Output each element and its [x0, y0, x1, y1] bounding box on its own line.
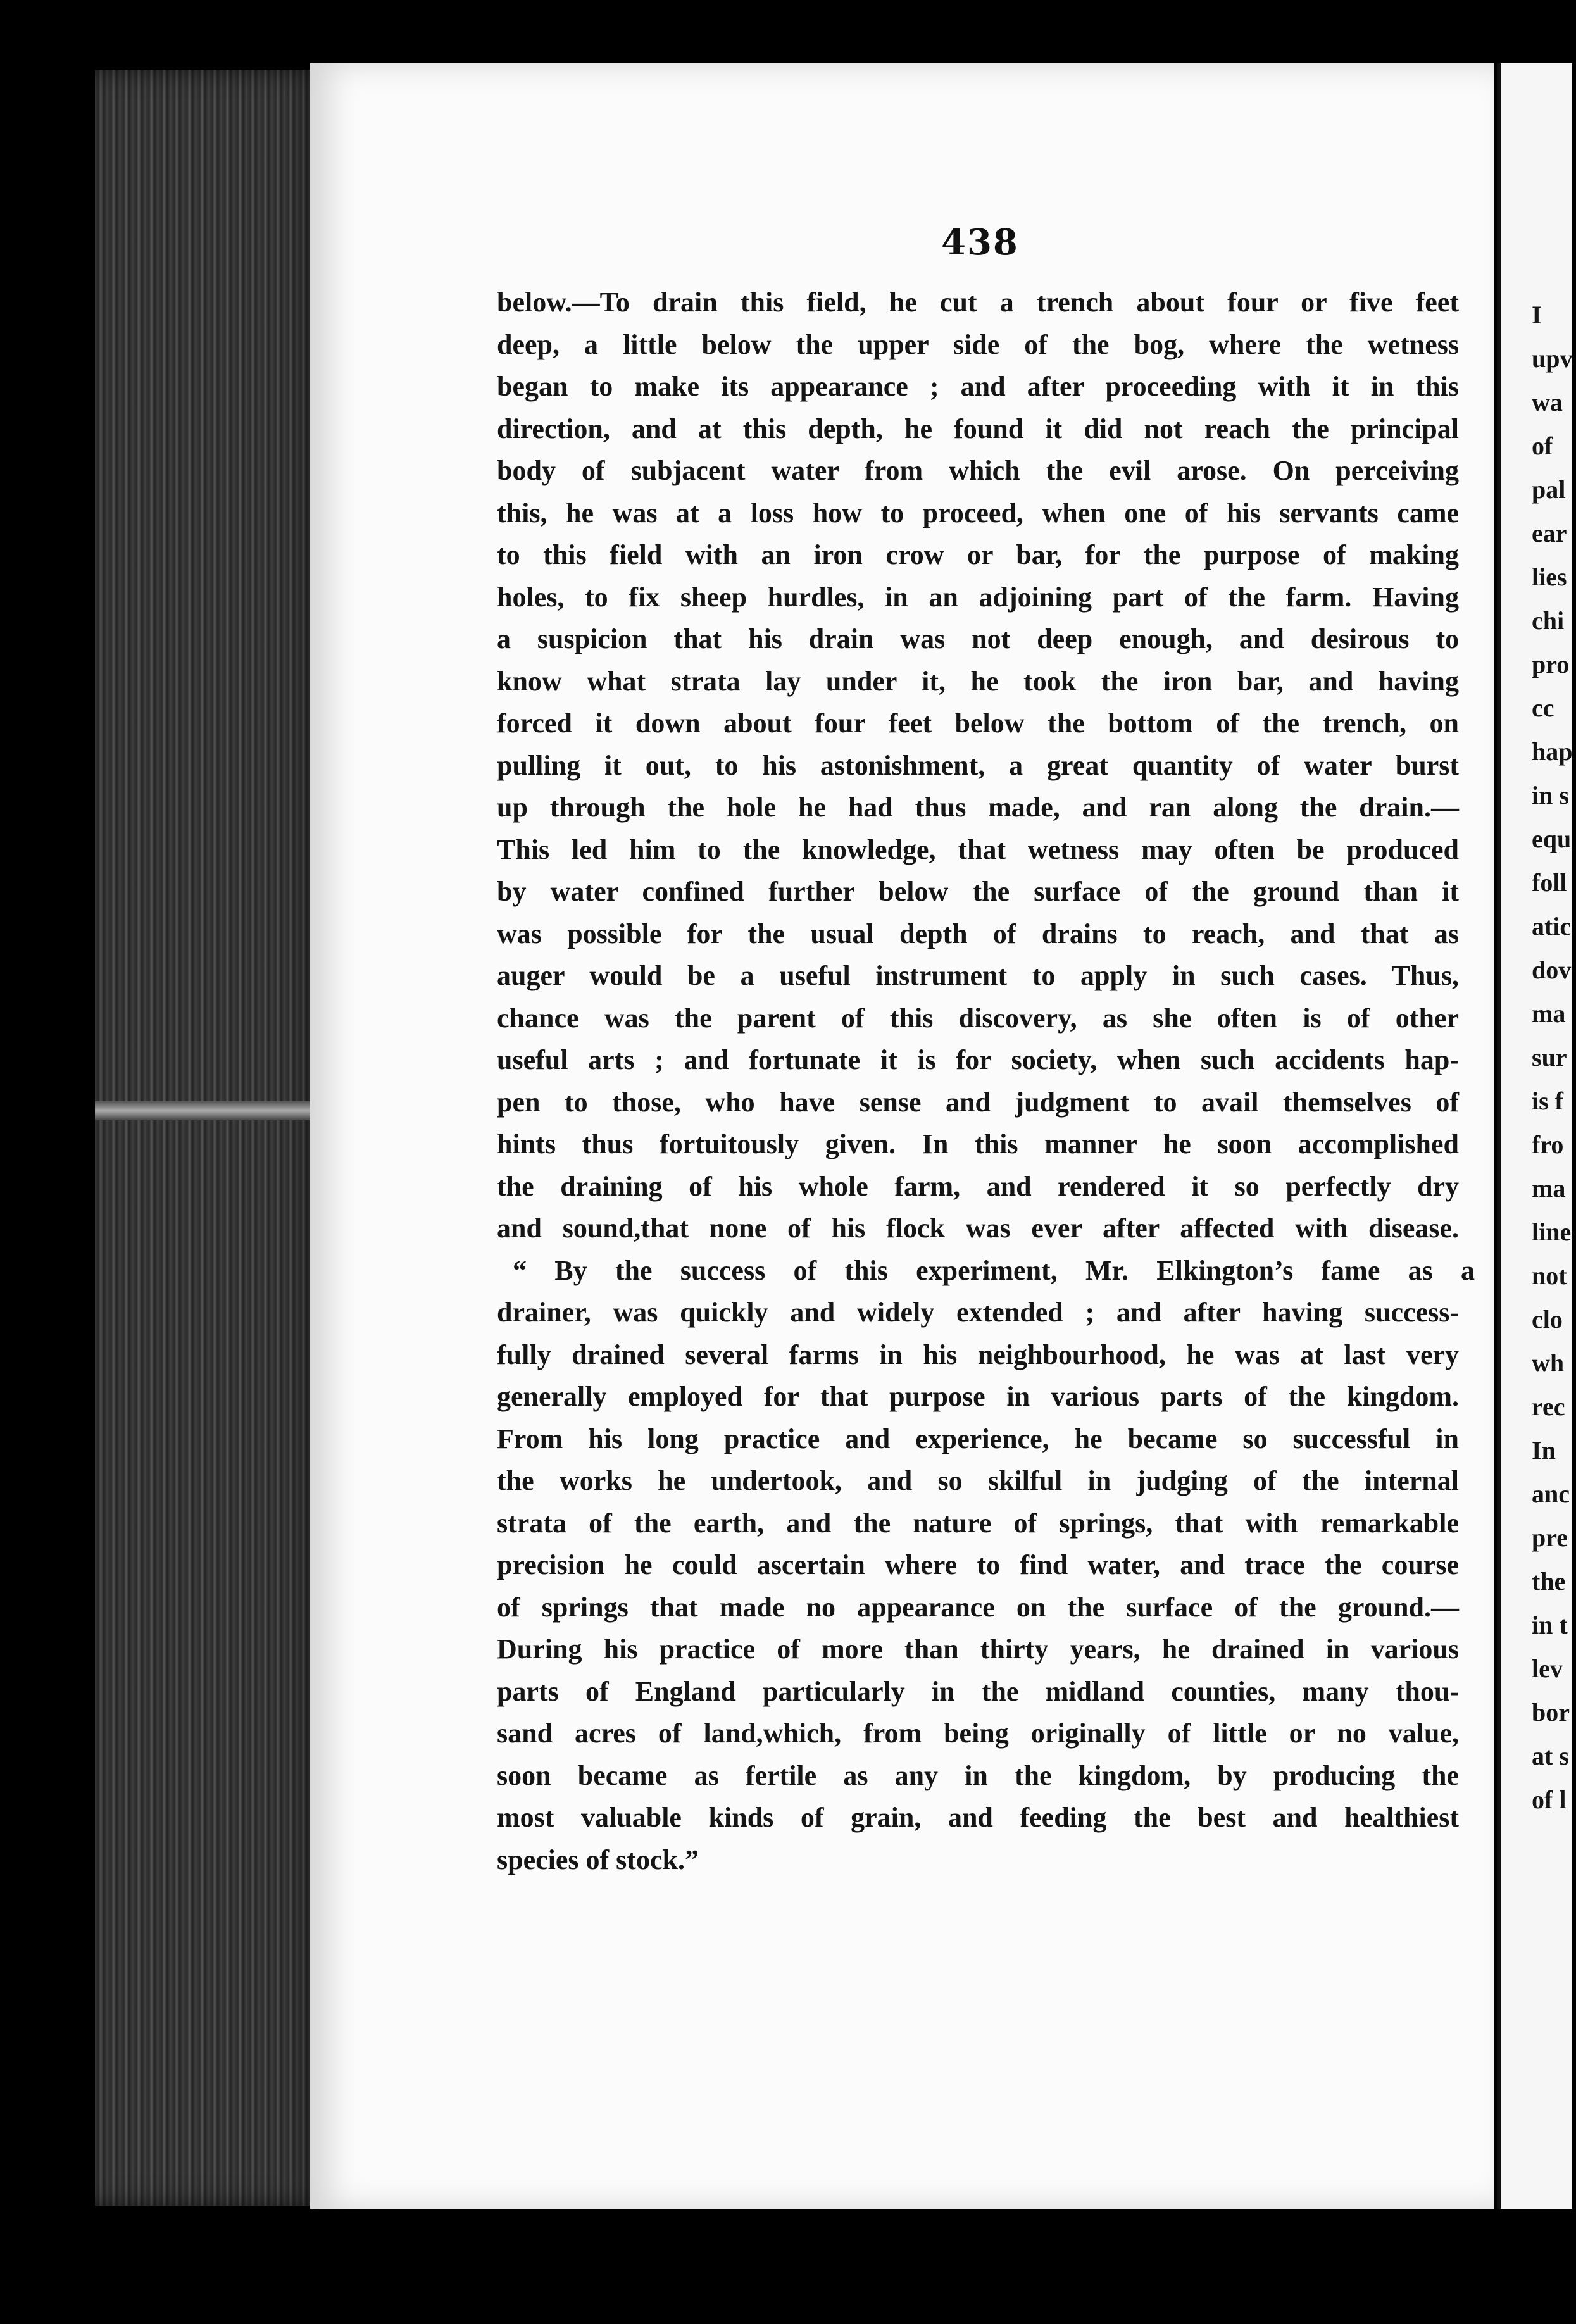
text-line: sand acres of land,which, from being originally of little or no value, [497, 1718, 1459, 1749]
right-page-fragment: line [1532, 1218, 1572, 1246]
text-line: auger would be a useful instrument to apply in such cases. Thus, [497, 960, 1459, 991]
right-page-fragment: rec [1532, 1392, 1565, 1421]
text-line: deep, a little below the upper side of the bog, where the wetness [497, 328, 1459, 360]
right-page-fragment: ma [1532, 999, 1566, 1028]
text-line: From his long practice and experience, he became so successful in [497, 1423, 1459, 1454]
right-page-fragment: of l [1532, 1785, 1567, 1814]
right-page-fragment: lev [1532, 1654, 1563, 1683]
text-line: direction, and at this depth, he found it did not reach the principal [497, 413, 1459, 444]
right-page-fragment: pal [1532, 475, 1566, 504]
right-page-fragment: atic [1532, 912, 1572, 940]
text-line: to this field with an iron crow or bar, for the purpose of making [497, 539, 1459, 570]
right-page-fragment: anc [1532, 1480, 1570, 1508]
text-line: forced it down about four feet below the bottom of the trench, on [497, 708, 1459, 739]
right-page-fragment: In [1532, 1436, 1556, 1465]
text-line: a suspicion that his drain was not deep enough, and desirous to [497, 623, 1459, 654]
right-page-fragment: is f [1532, 1087, 1563, 1115]
text-line: the works he undertook, and so skilful in judging of the internal [497, 1465, 1459, 1496]
book-page-edges [95, 70, 323, 2206]
text-line: the draining of his whole farm, and rendered it so perfectly dry [497, 1170, 1459, 1202]
right-page-fragment: fro [1532, 1130, 1564, 1159]
text-line: below.—To drain this field, he cut a trench about four or five feet [497, 287, 1459, 318]
text-line: fully drained several farms in his neighbourhood, he was at last very [497, 1339, 1459, 1370]
text-line: of springs that made no appearance on the surface of the ground.— [497, 1591, 1459, 1623]
text-line: soon became as fertile as any in the kingdom, by producing the [497, 1759, 1459, 1791]
right-page-fragment: upv [1532, 344, 1573, 373]
right-page-fragment: pro [1532, 650, 1570, 678]
right-page-fragment: chi [1532, 606, 1565, 635]
text-line: species of stock.” [497, 1844, 699, 1875]
text-line: hints thus fortuitously given. In this manner he soon accomplished [497, 1128, 1459, 1159]
right-page-fragment: hap [1532, 737, 1573, 766]
right-page-fragment: at s [1532, 1742, 1569, 1770]
right-page-fragment: not [1532, 1261, 1567, 1290]
text-line: body of subjacent water from which the evil arose. On perceiving [497, 455, 1459, 486]
text-line: know what strata lay under it, he took the iron bar, and having [497, 665, 1459, 697]
text-line: precision he could ascertain where to find water, and trace the course [497, 1549, 1459, 1580]
right-page-fragment: bor [1532, 1698, 1570, 1727]
text-line: parts of England particularly in the midland counties, many thou- [497, 1675, 1459, 1707]
right-page-fragment: in t [1532, 1611, 1568, 1639]
text-line: this, he was at a loss how to proceed, when one of his servants came [497, 497, 1459, 528]
text-line: “ By the success of this experiment, Mr. Elkington’s fame as a [513, 1254, 1475, 1286]
text-line: holes, to fix sheep hurdles, in an adjoining part of the farm. Having [497, 581, 1459, 613]
right-page-fragment: ear [1532, 519, 1567, 547]
right-page-fragment: wa [1532, 388, 1563, 416]
right-page-fragment: clo [1532, 1305, 1563, 1334]
right-page-fragment: I [1532, 301, 1542, 329]
right-page-fragment: dov [1532, 956, 1572, 984]
text-line: pen to those, who have sense and judgment to avail themselves of [497, 1086, 1459, 1118]
text-line: drainer, was quickly and widely extended ; and after having success- [497, 1297, 1459, 1328]
right-page-fragment: of [1532, 432, 1553, 460]
right-page-fragment: foll [1532, 868, 1567, 897]
right-page-fragment: in s [1532, 781, 1569, 809]
right-page-fragment: equ [1532, 825, 1572, 853]
book-edge-crease [95, 1101, 323, 1120]
page-number: 438 [941, 222, 1019, 263]
text-line: was possible for the usual depth of drains to reach, and that as [497, 918, 1459, 949]
right-page-fragment: ma [1532, 1174, 1566, 1203]
right-page-fragment: sur [1532, 1043, 1567, 1071]
text-line: useful arts ; and fortunate it is for society, when such accidents hap- [497, 1044, 1459, 1075]
text-line: strata of the earth, and the nature of springs, that with remarkable [497, 1507, 1459, 1539]
text-line: This led him to the knowledge, that wetness may often be produced [497, 834, 1459, 865]
right-page-fragment: pre [1532, 1523, 1568, 1552]
text-line: and sound,that none of his flock was ever after affected with disease. [497, 1213, 1459, 1244]
text-line: pulling it out, to his astonishment, a great quantity of water burst [497, 749, 1459, 781]
right-page-fragment: lies [1532, 563, 1567, 591]
right-page-fragment: cc [1532, 694, 1554, 722]
text-line: During his practice of more than thirty years, he drained in various [497, 1634, 1459, 1665]
right-page-fragment: the [1532, 1567, 1566, 1596]
right-page-fragment: wh [1532, 1349, 1565, 1377]
text-line: generally employed for that purpose in various parts of the kingdom. [497, 1381, 1459, 1412]
text-line: most valuable kinds of grain, and feeding the best and healthiest [497, 1802, 1459, 1833]
text-line: chance was the parent of this discovery, as she often is of other [497, 1002, 1459, 1034]
text-line: up through the hole he had thus made, and ran along the drain.— [497, 792, 1459, 823]
text-line: by water confined further below the surface of the ground than it [497, 876, 1459, 907]
text-line: began to make its appearance ; and after proceeding with it in this [497, 371, 1459, 402]
